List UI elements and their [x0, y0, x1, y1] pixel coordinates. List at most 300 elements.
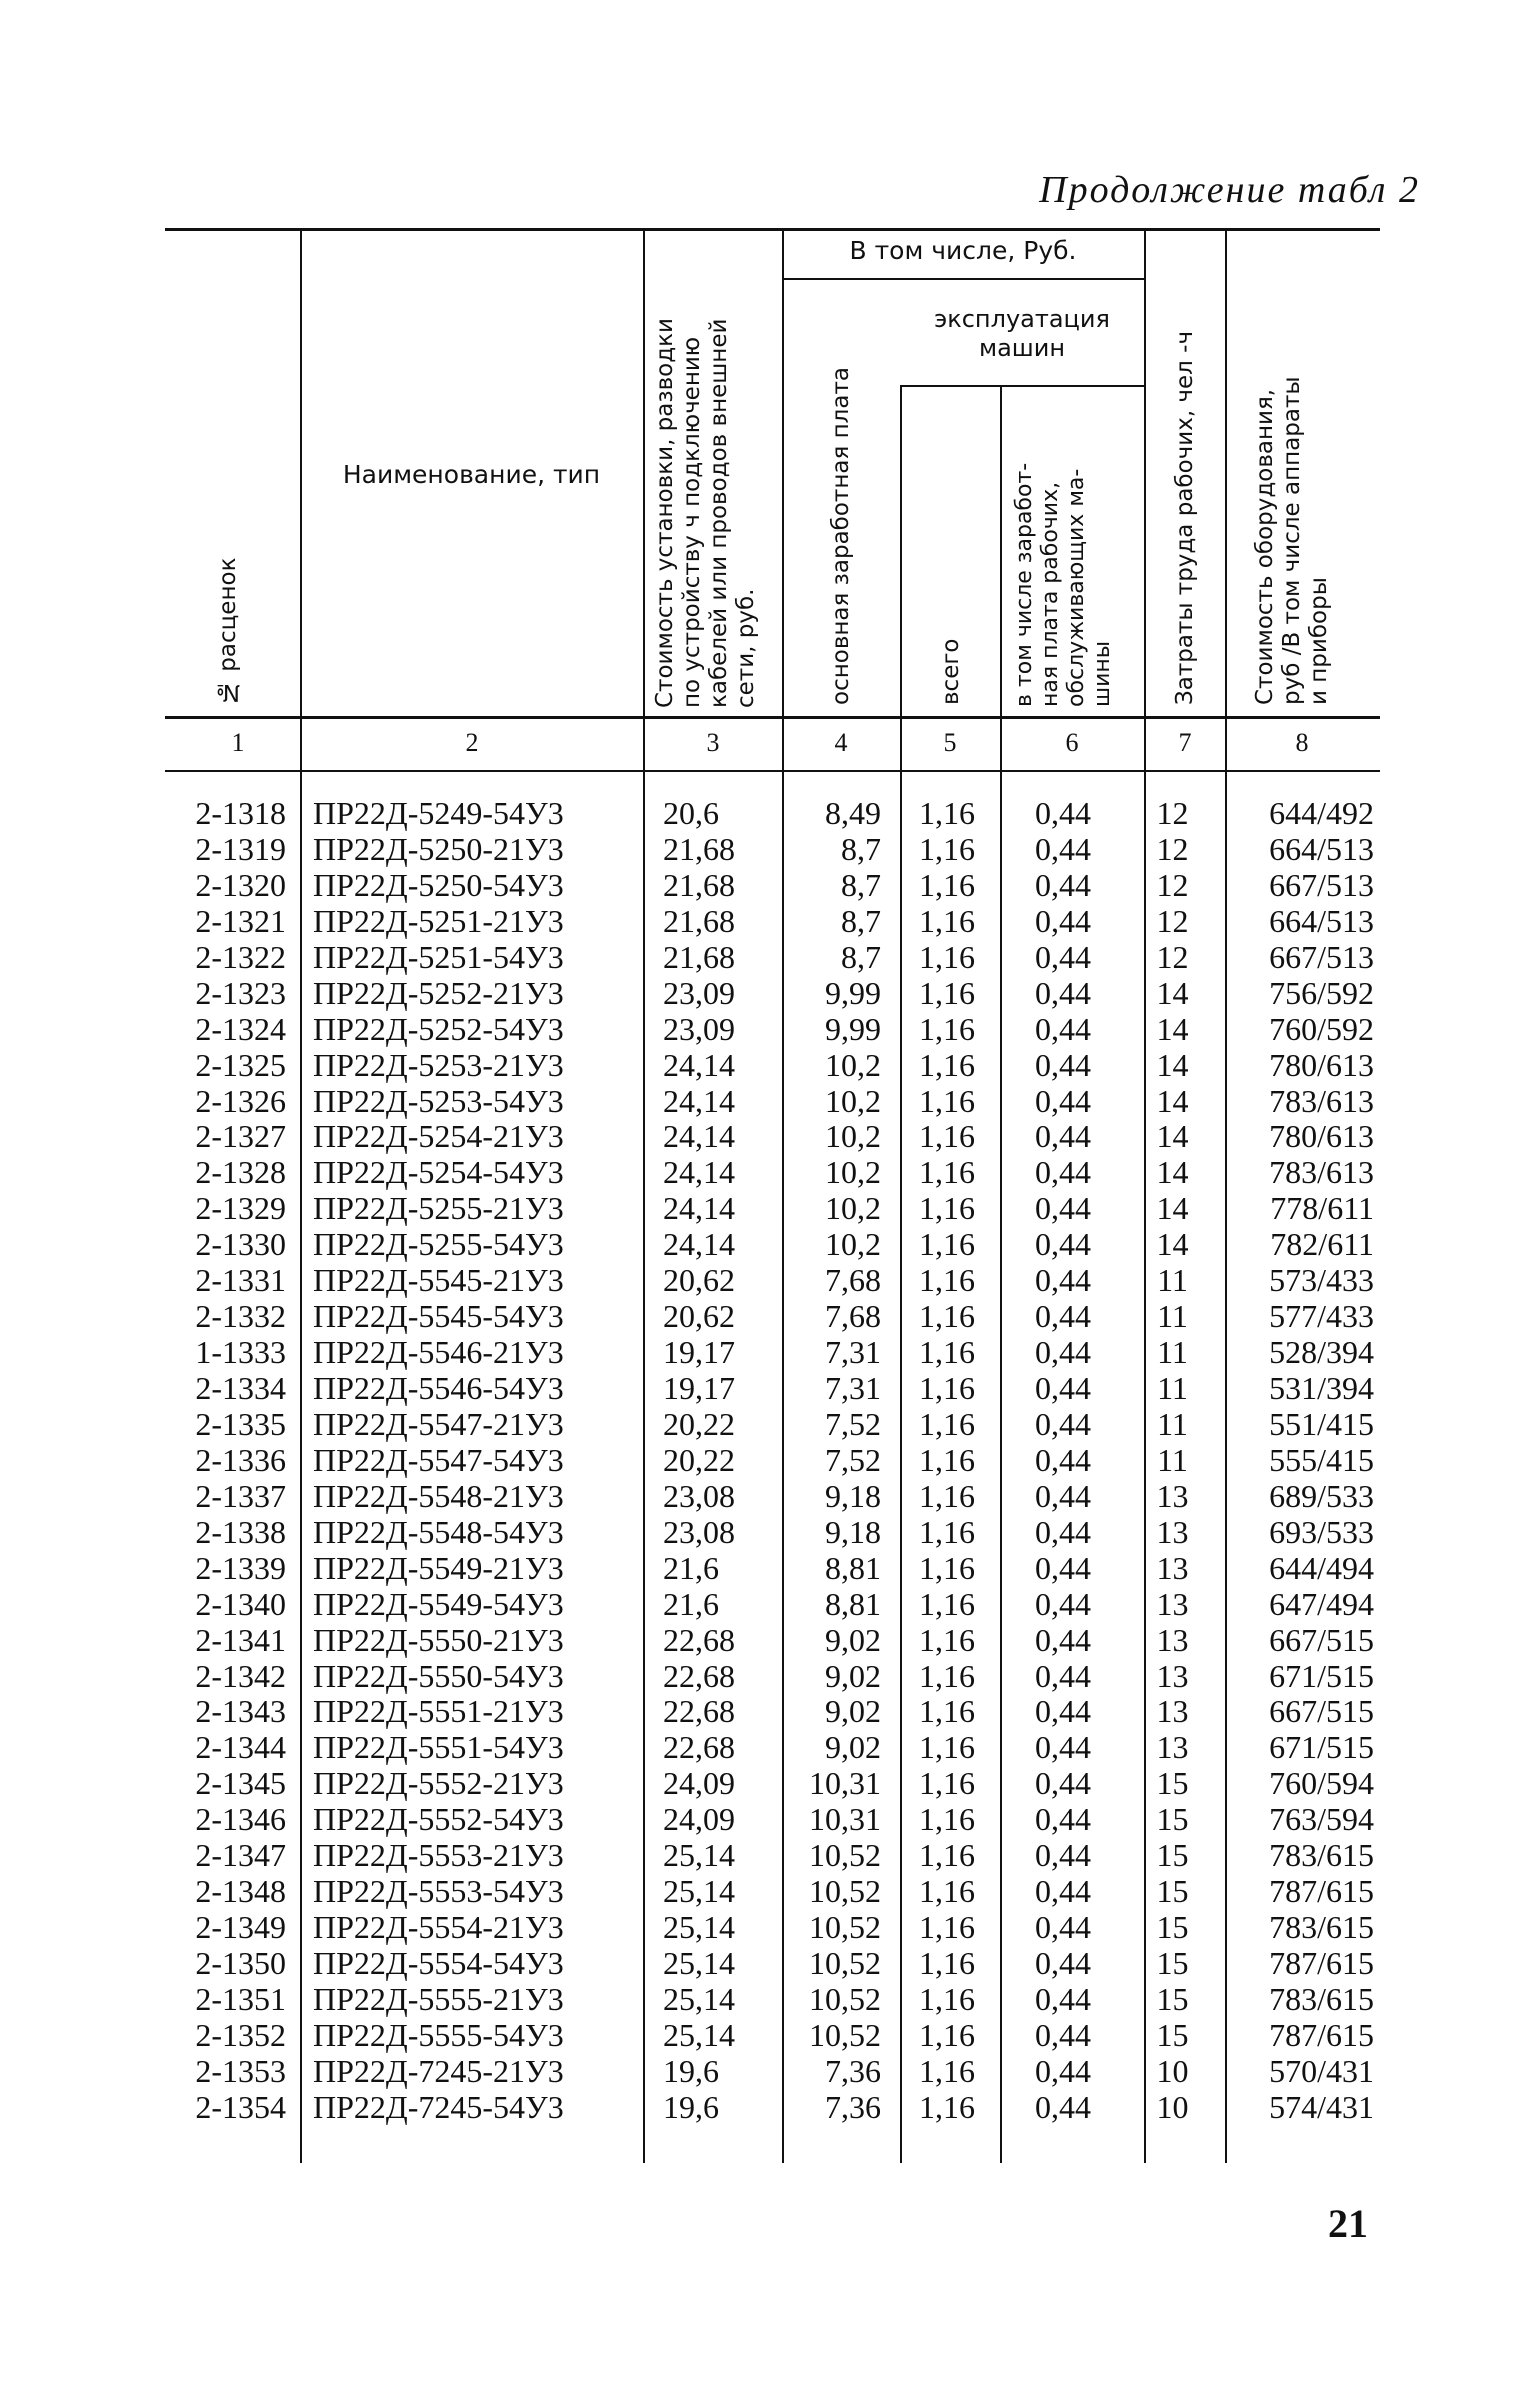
labor-hours-cell: 15	[1156, 1980, 1189, 2017]
machine-total-cell: 1,16	[919, 1477, 975, 1514]
labor-hours-cell: 14	[1156, 1082, 1189, 1119]
rate-number-cell: 2-1324	[195, 1010, 286, 1047]
header-col6-line-1: в том числе заработ-	[1012, 462, 1037, 707]
equipment-cost-cell: 760/594	[1269, 1765, 1374, 1802]
table-top-rule	[165, 228, 1380, 231]
equipment-cost-cell: 760/592	[1269, 1010, 1374, 1047]
base-wage-cell: 10,31	[809, 1801, 881, 1838]
equipment-cost-cell: 577/433	[1269, 1298, 1374, 1335]
machine-wage-cell: 0,44	[1035, 1082, 1091, 1119]
labor-hours-cell: 15	[1156, 1837, 1189, 1874]
labor-hours-cell: 14	[1156, 1226, 1189, 1263]
equipment-cost-cell: 644/492	[1269, 795, 1374, 831]
table-row	[0, 2017, 1540, 2053]
installation-cost-cell: 20,62	[663, 1262, 735, 1299]
rate-number-cell: 2-1352	[195, 2016, 286, 2053]
table-row	[0, 1945, 1540, 1981]
item-name-cell: ПР22Д-5549-54У3	[313, 1585, 564, 1622]
base-wage-cell: 9,02	[825, 1693, 881, 1730]
equipment-cost-cell: 783/615	[1269, 1909, 1374, 1946]
rate-number-cell: 2-1319	[195, 830, 286, 867]
installation-cost-cell: 25,14	[663, 1945, 735, 1981]
header-col5: всего	[938, 638, 964, 705]
machine-total-cell: 1,16	[919, 1945, 975, 1981]
installation-cost-cell: 25,14	[663, 1909, 735, 1946]
installation-cost-cell: 20,22	[663, 1405, 735, 1442]
base-wage-cell: 9,02	[825, 1729, 881, 1766]
base-wage-cell: 10,52	[809, 1945, 881, 1981]
table-row	[0, 1622, 1540, 1658]
base-wage-cell: 10,52	[809, 1837, 881, 1874]
item-name-cell: ПР22Д-5250-21У3	[313, 830, 564, 867]
item-name-cell: ПР22Д-5552-21У3	[313, 1765, 564, 1802]
equipment-cost-cell: 667/515	[1269, 1693, 1374, 1730]
item-name-cell: ПР22Д-5548-21У3	[313, 1477, 564, 1514]
rate-number-cell: 2-1338	[195, 1513, 286, 1550]
machine-total-cell: 1,16	[919, 1980, 975, 2017]
machine-wage-cell: 0,44	[1035, 974, 1091, 1011]
machine-wage-cell: 0,44	[1035, 1441, 1091, 1478]
installation-cost-cell: 23,08	[663, 1513, 735, 1550]
machine-total-cell: 1,16	[919, 1262, 975, 1299]
equipment-cost-cell: 783/613	[1269, 1154, 1374, 1191]
rate-number-cell: 2-1346	[195, 1801, 286, 1838]
machine-total-cell: 1,16	[919, 1046, 975, 1083]
table-row	[0, 867, 1540, 903]
item-name-cell: ПР22Д-5546-54У3	[313, 1370, 564, 1406]
rate-number-cell: 2-1341	[195, 1621, 286, 1658]
machine-wage-cell: 0,44	[1035, 1405, 1091, 1442]
header-col8-line-2: руб /В том числе аппараты	[1279, 376, 1305, 705]
header-col2: Наименование, тип	[342, 460, 601, 489]
machine-total-cell: 1,16	[919, 1765, 975, 1802]
base-wage-cell: 9,18	[825, 1513, 881, 1550]
header-col8-line-3: и приборы	[1306, 577, 1332, 705]
machine-wage-cell: 0,44	[1035, 1585, 1091, 1622]
table-row	[0, 903, 1540, 939]
installation-cost-cell: 21,68	[663, 902, 735, 939]
rate-number-cell: 2-1342	[195, 1657, 286, 1694]
base-wage-cell: 8,7	[841, 866, 881, 903]
machine-wage-cell: 0,44	[1035, 1765, 1091, 1802]
labor-hours-cell: 15	[1156, 1801, 1189, 1838]
table-row	[0, 831, 1540, 867]
equipment-cost-cell: 528/394	[1269, 1334, 1374, 1371]
labor-hours-cell: 14	[1156, 1154, 1189, 1191]
column-number-3: 3	[706, 728, 720, 757]
table-row	[0, 1514, 1540, 1550]
table-row	[0, 795, 1540, 831]
base-wage-cell: 7,31	[825, 1370, 881, 1406]
machine-total-cell: 1,16	[919, 1118, 975, 1155]
table-row	[0, 1083, 1540, 1119]
labor-hours-cell: 13	[1156, 1621, 1189, 1658]
installation-cost-cell: 20,62	[663, 1298, 735, 1335]
machine-total-cell: 1,16	[919, 1370, 975, 1406]
table-row	[0, 1370, 1540, 1406]
machine-total-cell: 1,16	[919, 1657, 975, 1694]
table-row	[0, 1442, 1540, 1478]
base-wage-cell: 8,7	[841, 938, 881, 975]
table-row	[0, 2053, 1540, 2089]
equipment-cost-cell: 551/415	[1269, 1405, 1374, 1442]
equipment-cost-cell: 664/513	[1269, 830, 1374, 867]
header-subgroup	[900, 305, 1144, 363]
equipment-cost-cell: 780/613	[1269, 1118, 1374, 1155]
base-wage-cell: 7,36	[825, 2088, 881, 2125]
machine-wage-cell: 0,44	[1035, 1693, 1091, 1730]
machine-wage-cell: 0,44	[1035, 866, 1091, 903]
installation-cost-cell: 23,09	[663, 1010, 735, 1047]
item-name-cell: ПР22Д-5552-54У3	[313, 1801, 564, 1838]
header-col8-line-1: Стоимость оборудования,	[1252, 388, 1278, 705]
column-number-2: 2	[465, 728, 479, 757]
table-row	[0, 1226, 1540, 1262]
base-wage-cell: 9,02	[825, 1621, 881, 1658]
labor-hours-cell: 11	[1157, 1298, 1188, 1335]
table-row	[0, 1047, 1540, 1083]
header-col3	[652, 238, 774, 708]
installation-cost-cell: 21,68	[663, 938, 735, 975]
installation-cost-cell: 20,22	[663, 1441, 735, 1478]
item-name-cell: ПР22Д-5551-54У3	[313, 1729, 564, 1766]
table-row	[0, 1334, 1540, 1370]
base-wage-cell: 8,81	[825, 1549, 881, 1586]
base-wage-cell: 10,2	[825, 1118, 881, 1155]
machine-total-cell: 1,16	[919, 1549, 975, 1586]
machine-wage-cell: 0,44	[1035, 1334, 1091, 1371]
machine-total-cell: 1,16	[919, 1334, 975, 1371]
machine-total-cell: 1,16	[919, 1693, 975, 1730]
item-name-cell: ПР22Д-5547-21У3	[313, 1405, 564, 1442]
item-name-cell: ПР22Д-5545-21У3	[313, 1262, 564, 1299]
item-name-cell: ПР22Д-5549-21У3	[313, 1549, 564, 1586]
item-name-cell: ПР22Д-5554-54У3	[313, 1945, 564, 1981]
table-row	[0, 1011, 1540, 1047]
labor-hours-cell: 13	[1156, 1585, 1189, 1622]
machine-wage-cell: 0,44	[1035, 2088, 1091, 2125]
machine-total-cell: 1,16	[919, 1585, 975, 1622]
table-row	[0, 1406, 1540, 1442]
installation-cost-cell: 24,14	[663, 1154, 735, 1191]
equipment-cost-cell: 783/615	[1269, 1980, 1374, 2017]
machine-total-cell: 1,16	[919, 866, 975, 903]
installation-cost-cell: 19,17	[663, 1334, 735, 1371]
column-number-6: 6	[1065, 728, 1079, 757]
base-wage-cell: 10,2	[825, 1082, 881, 1119]
labor-hours-cell: 14	[1156, 1010, 1189, 1047]
table-row	[0, 2089, 1540, 2125]
item-name-cell: ПР22Д-5254-54У3	[313, 1154, 564, 1191]
item-name-cell: ПР22Д-5255-54У3	[313, 1226, 564, 1263]
table-row	[0, 1262, 1540, 1298]
column-number-1: 1	[231, 728, 245, 757]
rate-number-cell: 2-1321	[195, 902, 286, 939]
labor-hours-cell: 12	[1156, 866, 1189, 903]
machine-wage-cell: 0,44	[1035, 1945, 1091, 1981]
machine-wage-cell: 0,44	[1035, 1513, 1091, 1550]
table-row	[0, 1478, 1540, 1514]
item-name-cell: ПР22Д-5249-54У3	[313, 795, 564, 831]
equipment-cost-cell: 667/513	[1269, 938, 1374, 975]
labor-hours-cell: 14	[1156, 974, 1189, 1011]
item-name-cell: ПР22Д-5553-21У3	[313, 1837, 564, 1874]
equipment-cost-cell: 693/533	[1269, 1513, 1374, 1550]
machine-wage-cell: 0,44	[1035, 1729, 1091, 1766]
installation-cost-cell: 24,14	[663, 1226, 735, 1263]
item-name-cell: ПР22Д-5251-54У3	[313, 938, 564, 975]
header-bottom-rule	[165, 716, 1380, 719]
header-subgroup-line-1: эксплуатация	[934, 305, 1110, 333]
rate-number-cell: 2-1348	[195, 1873, 286, 1910]
labor-hours-cell: 15	[1156, 1873, 1189, 1910]
header-col3-line-4: сети, руб.	[733, 588, 759, 708]
labor-hours-cell: 10	[1156, 2052, 1189, 2089]
equipment-cost-cell: 783/615	[1269, 1837, 1374, 1874]
machine-wage-cell: 0,44	[1035, 2052, 1091, 2089]
equipment-cost-cell: 782/611	[1270, 1226, 1374, 1263]
table-row	[0, 1693, 1540, 1729]
machine-total-cell: 1,16	[919, 1154, 975, 1191]
installation-cost-cell: 25,14	[663, 1980, 735, 2017]
equipment-cost-cell: 763/594	[1269, 1801, 1374, 1838]
table-row	[0, 1981, 1540, 2017]
rate-number-cell: 2-1323	[195, 974, 286, 1011]
rate-number-cell: 2-1351	[195, 1980, 286, 2017]
installation-cost-cell: 21,6	[663, 1549, 719, 1586]
table-row	[0, 1154, 1540, 1190]
equipment-cost-cell: 787/615	[1269, 1945, 1374, 1981]
installation-cost-cell: 24,09	[663, 1801, 735, 1838]
rate-number-cell: 2-1339	[195, 1549, 286, 1586]
table-row	[0, 1873, 1540, 1909]
item-name-cell: ПР22Д-5547-54У3	[313, 1441, 564, 1478]
base-wage-cell: 10,2	[825, 1154, 881, 1191]
installation-cost-cell: 21,68	[663, 830, 735, 867]
base-wage-cell: 8,7	[841, 830, 881, 867]
machine-total-cell: 1,16	[919, 2016, 975, 2053]
table-row	[0, 1658, 1540, 1694]
rate-number-cell: 2-1343	[195, 1693, 286, 1730]
machine-total-cell: 1,16	[919, 1298, 975, 1335]
base-wage-cell: 10,2	[825, 1046, 881, 1083]
labor-hours-cell: 14	[1156, 1046, 1189, 1083]
header-col4: основная заработная плата	[828, 367, 854, 705]
item-name-cell: ПР22Д-5253-21У3	[313, 1046, 564, 1083]
equipment-cost-cell: 573/433	[1269, 1262, 1374, 1299]
labor-hours-cell: 12	[1156, 938, 1189, 975]
table-row	[0, 1190, 1540, 1226]
rate-number-cell: 2-1320	[195, 866, 286, 903]
rate-number-cell: 2-1337	[195, 1477, 286, 1514]
item-name-cell: ПР22Д-5250-54У3	[313, 866, 564, 903]
rate-number-cell: 2-1318	[195, 795, 286, 831]
labor-hours-cell: 12	[1156, 795, 1189, 831]
table-row	[0, 1801, 1540, 1837]
header-col6-line-3: обслуживающих ма-	[1064, 468, 1089, 707]
equipment-cost-cell: 664/513	[1269, 902, 1374, 939]
column-number-4: 4	[834, 728, 848, 757]
equipment-cost-cell: 671/515	[1269, 1729, 1374, 1766]
rate-number-cell: 2-1322	[195, 938, 286, 975]
rate-number-cell: 2-1328	[195, 1154, 286, 1191]
labor-hours-cell: 15	[1156, 1765, 1189, 1802]
machine-total-cell: 1,16	[919, 1513, 975, 1550]
installation-cost-cell: 24,14	[663, 1118, 735, 1155]
header-col3-line-3: кабелей или проводов внешней	[706, 318, 732, 708]
table-row	[0, 1909, 1540, 1945]
labor-hours-cell: 15	[1156, 1945, 1189, 1981]
equipment-cost-cell: 647/494	[1269, 1585, 1374, 1622]
labor-hours-cell: 13	[1156, 1657, 1189, 1694]
item-name-cell: ПР22Д-5251-21У3	[313, 902, 564, 939]
base-wage-cell: 7,52	[825, 1441, 881, 1478]
installation-cost-cell: 22,68	[663, 1621, 735, 1658]
machine-wage-cell: 0,44	[1035, 1046, 1091, 1083]
machine-wage-cell: 0,44	[1035, 1980, 1091, 2017]
rate-number-cell: 2-1331	[195, 1262, 286, 1299]
table-row	[0, 975, 1540, 1011]
machine-total-cell: 1,16	[919, 1909, 975, 1946]
table-row	[0, 1298, 1540, 1334]
rate-number-cell: 2-1336	[195, 1441, 286, 1478]
header-col6-line-4: шины	[1090, 640, 1115, 707]
table-row	[0, 1586, 1540, 1622]
base-wage-cell: 10,52	[809, 1909, 881, 1946]
machine-total-cell: 1,16	[919, 795, 975, 831]
base-wage-cell: 10,31	[809, 1765, 881, 1802]
rate-number-cell: 2-1340	[195, 1585, 286, 1622]
equipment-cost-cell: 570/431	[1269, 2052, 1374, 2089]
machine-wage-cell: 0,44	[1035, 1298, 1091, 1335]
column-number-7: 7	[1178, 728, 1192, 757]
machine-total-cell: 1,16	[919, 1621, 975, 1658]
table-row	[0, 1837, 1540, 1873]
equipment-cost-cell: 780/613	[1269, 1046, 1374, 1083]
header-group-title: В том числе, Руб.	[849, 236, 1077, 265]
labor-hours-cell: 12	[1156, 830, 1189, 867]
base-wage-cell: 7,52	[825, 1405, 881, 1442]
rate-number-cell: 2-1329	[195, 1190, 286, 1227]
machine-wage-cell: 0,44	[1035, 938, 1091, 975]
header-col8	[1252, 320, 1352, 705]
item-name-cell: ПР22Д-7245-21У3	[313, 2052, 564, 2089]
table-row	[0, 939, 1540, 975]
item-name-cell: ПР22Д-5253-54У3	[313, 1082, 564, 1119]
item-name-cell: ПР22Д-5550-54У3	[313, 1657, 564, 1694]
machine-wage-cell: 0,44	[1035, 1226, 1091, 1263]
continuation-label: Продолжение табл 2	[1039, 169, 1420, 211]
installation-cost-cell: 23,09	[663, 974, 735, 1011]
machine-wage-cell: 0,44	[1035, 1118, 1091, 1155]
machine-total-cell: 1,16	[919, 2052, 975, 2089]
labor-hours-cell: 13	[1156, 1513, 1189, 1550]
machine-total-cell: 1,16	[919, 1729, 975, 1766]
item-name-cell: ПР22Д-5548-54У3	[313, 1513, 564, 1550]
column-number-rule	[165, 770, 1380, 772]
equipment-cost-cell: 778/611	[1270, 1190, 1374, 1227]
item-name-cell: ПР22Д-5553-54У3	[313, 1873, 564, 1910]
equipment-cost-cell: 574/431	[1269, 2088, 1374, 2125]
base-wage-cell: 10,52	[809, 1980, 881, 2017]
installation-cost-cell: 19,6	[663, 2052, 719, 2089]
machine-wage-cell: 0,44	[1035, 1370, 1091, 1406]
table-body	[0, 795, 1540, 2125]
labor-hours-cell: 10	[1156, 2088, 1189, 2125]
item-name-cell: ПР22Д-5252-21У3	[313, 974, 564, 1011]
table-row	[0, 1550, 1540, 1586]
rate-number-cell: 2-1325	[195, 1046, 286, 1083]
installation-cost-cell: 22,68	[663, 1693, 735, 1730]
machine-total-cell: 1,16	[919, 902, 975, 939]
equipment-cost-cell: 667/513	[1269, 866, 1374, 903]
rate-number-cell: 2-1350	[195, 1945, 286, 1981]
machine-wage-cell: 0,44	[1035, 1549, 1091, 1586]
machine-wage-cell: 0,44	[1035, 2016, 1091, 2053]
labor-hours-cell: 15	[1156, 1909, 1189, 1946]
base-wage-cell: 7,68	[825, 1262, 881, 1299]
item-name-cell: ПР22Д-7245-54У3	[313, 2088, 564, 2125]
header-col3-line-2: по устройству ч подключению	[679, 336, 705, 708]
rate-number-cell: 2-1326	[195, 1082, 286, 1119]
base-wage-cell: 10,52	[809, 2016, 881, 2053]
equipment-cost-cell: 667/515	[1269, 1621, 1374, 1658]
labor-hours-cell: 11	[1157, 1334, 1188, 1371]
rate-number-cell: 2-1349	[195, 1909, 286, 1946]
machine-total-cell: 1,16	[919, 1082, 975, 1119]
rate-number-cell: 2-1334	[195, 1370, 286, 1406]
equipment-cost-cell: 787/615	[1269, 2016, 1374, 2053]
base-wage-cell: 8,81	[825, 1585, 881, 1622]
item-name-cell: ПР22Д-5255-21У3	[313, 1190, 564, 1227]
item-name-cell: ПР22Д-5555-54У3	[313, 2016, 564, 2053]
machine-wage-cell: 0,44	[1035, 795, 1091, 831]
item-name-cell: ПР22Д-5252-54У3	[313, 1010, 564, 1047]
labor-hours-cell: 11	[1157, 1405, 1188, 1442]
column-number-5: 5	[943, 728, 957, 757]
base-wage-cell: 9,18	[825, 1477, 881, 1514]
machine-total-cell: 1,16	[919, 830, 975, 867]
labor-hours-cell: 13	[1156, 1477, 1189, 1514]
machine-total-cell: 1,16	[919, 938, 975, 975]
rate-number-cell: 2-1335	[195, 1405, 286, 1442]
header-col7: Затраты труда рабочих, чел -ч	[1172, 330, 1198, 705]
installation-cost-cell: 24,14	[663, 1046, 735, 1083]
machine-total-cell: 1,16	[919, 974, 975, 1011]
item-name-cell: ПР22Д-5555-21У3	[313, 1980, 564, 2017]
installation-cost-cell: 24,09	[663, 1765, 735, 1802]
rate-number-cell: 2-1354	[195, 2088, 286, 2125]
rate-number-cell: 2-1353	[195, 2052, 286, 2089]
labor-hours-cell: 11	[1157, 1370, 1188, 1406]
equipment-cost-cell: 756/592	[1269, 974, 1374, 1011]
labor-hours-cell: 13	[1156, 1693, 1189, 1730]
base-wage-cell: 9,99	[825, 1010, 881, 1047]
machine-wage-cell: 0,44	[1035, 1010, 1091, 1047]
rate-number-cell: 2-1347	[195, 1837, 286, 1874]
machine-wage-cell: 0,44	[1035, 1801, 1091, 1838]
rate-number-cell: 2-1327	[195, 1118, 286, 1155]
machine-total-cell: 1,16	[919, 1801, 975, 1838]
equipment-cost-cell: 531/394	[1269, 1370, 1374, 1406]
equipment-cost-cell: 671/515	[1269, 1657, 1374, 1694]
installation-cost-cell: 19,6	[663, 2088, 719, 2125]
item-name-cell: ПР22Д-5545-54У3	[313, 1298, 564, 1335]
group-header-rule	[782, 278, 1144, 280]
header-col3-line-1: Стоимость установки, разводки	[652, 318, 678, 708]
machine-wage-cell: 0,44	[1035, 902, 1091, 939]
rate-number-cell: 1-1333	[195, 1334, 286, 1371]
